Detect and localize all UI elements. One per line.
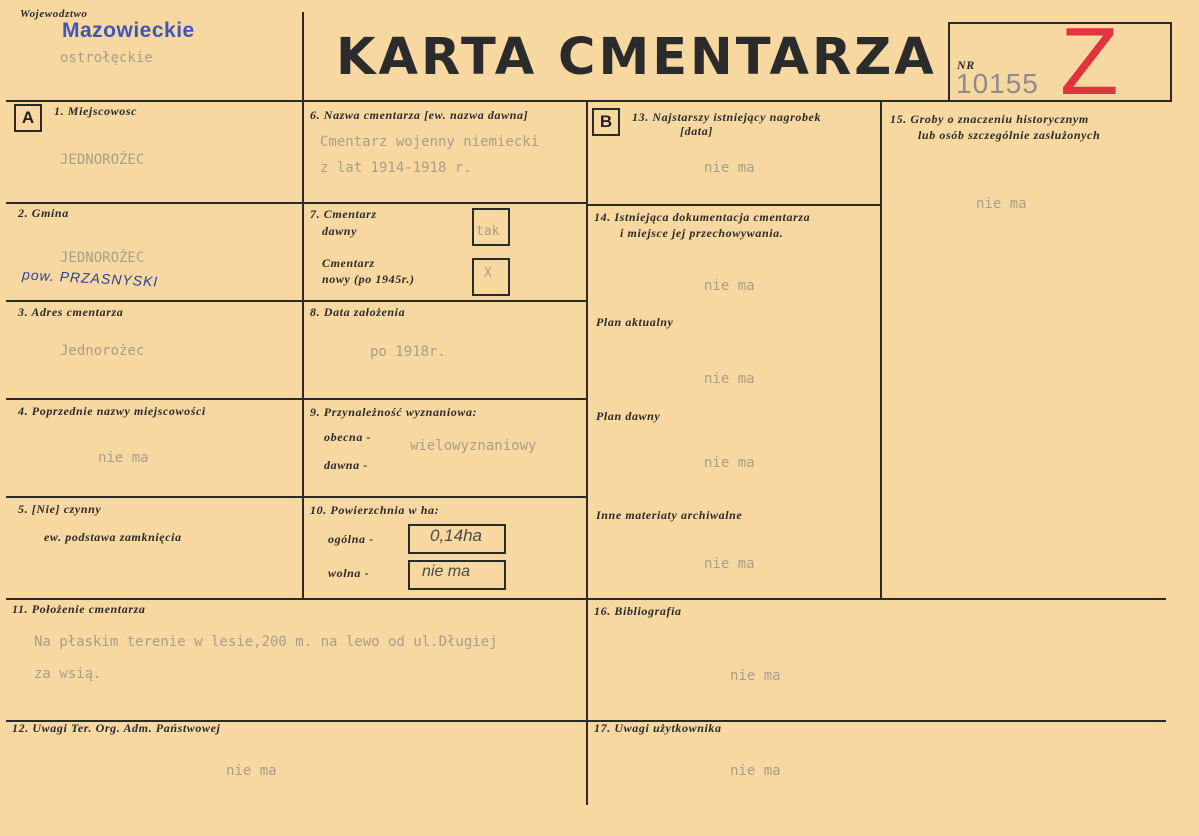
f9-obecna: obecna - <box>324 430 372 444</box>
f13-label-2: [data] <box>680 124 713 138</box>
f6-value-1: Cmentarz wojenny niemiecki <box>320 134 540 150</box>
f6-value-2: z lat 1914-1918 r. <box>320 160 472 176</box>
f2-label: 2. Gmina <box>18 206 69 220</box>
inne-value: nie ma <box>704 556 755 572</box>
f15-label-2: lub osób szczególnie zasłużonych <box>918 128 1101 142</box>
f15-label-1: 15. Groby o znaczeniu historycznym <box>890 112 1089 126</box>
f5-sub: ew. podstawa zamknięcia <box>44 530 182 544</box>
f14-label-2: i miejsce jej przechowywania. <box>620 226 784 240</box>
f8-value: po 1918r. <box>370 344 446 360</box>
page-title: KARTA CMENTARZA <box>336 28 937 87</box>
f15-value: nie ma <box>976 196 1027 212</box>
f9-label: 9. Przynależność wyznaniowa: <box>310 405 478 419</box>
f8-label: 8. Data założenia <box>310 305 406 319</box>
f9-value: wielowyznaniowy <box>410 438 537 454</box>
plan-dawny-value: nie ma <box>704 455 755 471</box>
rule-nr-left <box>948 22 950 102</box>
f11-value-2: za wsią. <box>34 666 102 682</box>
f5-label: 5. [Nie] czynny <box>18 502 102 516</box>
big-letter-mark: Z <box>1060 8 1119 115</box>
f7-label-1: 7. Cmentarz <box>310 207 377 221</box>
rule-row1 <box>6 202 588 204</box>
f3-value: Jednorożec <box>60 343 145 359</box>
f14-label-1: 14. Istniejąca dokumentacja cmentarza <box>594 210 811 224</box>
f10-ogolna: ogólna - <box>328 532 374 546</box>
rule-row3 <box>6 398 588 400</box>
rule-title-left <box>302 12 304 100</box>
wojewodztwo-stamp: Mazowieckie <box>62 19 195 42</box>
f10-ogolna-value: 0,14ha <box>430 526 482 545</box>
rule-row2 <box>6 300 588 302</box>
f3-label: 3. Adres cmentarza <box>18 305 124 319</box>
f4-value: nie ma <box>98 450 149 466</box>
rule-col3-right <box>880 100 882 600</box>
f16-value: nie ma <box>730 668 781 684</box>
nr-value: 10155 <box>956 68 1039 99</box>
nr-label: NR <box>957 58 975 72</box>
f7-label-4: nowy (po 1945r.) <box>322 272 415 286</box>
rule-b-top <box>588 204 880 206</box>
rule-header-bottom <box>6 100 950 102</box>
f10-wolna: wolna - <box>328 566 370 580</box>
f7-label-3: Cmentarz <box>322 256 375 270</box>
f14-value: nie ma <box>704 278 755 294</box>
section-a-box: A <box>14 104 42 132</box>
f1-value: JEDNOROŻEC <box>60 152 145 168</box>
f7-dawny-value: tak <box>476 224 500 239</box>
f7-nowy-value: X <box>484 266 492 281</box>
f13-value: nie ma <box>704 160 755 176</box>
f11-value-1: Na płaskim terenie w lesie,200 m. na lewo od ul.Długiej <box>34 634 498 650</box>
rule-row5 <box>6 598 1166 600</box>
f12-label: 12. Uwagi Ter. Org. Adm. Państwowej <box>12 721 221 735</box>
wojewodztwo-label: Wojewodztwo <box>20 8 88 20</box>
f2-handwritten: pow. PRZASNYSKI <box>21 266 159 290</box>
f6-label: 6. Nazwa cmentarza [ew. nazwa dawna] <box>310 108 529 122</box>
inne-label: Inne materiaty archiwalne <box>596 508 743 522</box>
f4-label: 4. Poprzednie nazwy miejscowości <box>18 404 206 418</box>
f12-value: nie ma <box>226 763 277 779</box>
f2-value: JEDNOROŻEC <box>60 250 145 266</box>
plan-aktualny-label: Plan aktualny <box>596 315 674 329</box>
plan-dawny-label: Plan dawny <box>596 409 661 423</box>
f17-value: nie ma <box>730 763 781 779</box>
f1-label: 1. Miejscowosc <box>54 104 138 118</box>
f9-dawna: dawna - <box>324 458 368 472</box>
f10-label: 10. Powierzchnia w ha: <box>310 503 440 517</box>
f10-wolna-value: nie ma <box>422 563 471 580</box>
rule-nr-right <box>1170 22 1172 102</box>
f7-label-2: dawny <box>322 224 358 238</box>
rule-col1-right <box>302 100 304 598</box>
rule-row4 <box>6 496 588 498</box>
f11-label: 11. Położenie cmentarza <box>12 602 146 616</box>
section-b-box: B <box>592 108 620 136</box>
wojewodztwo-typed: ostrołęckie <box>60 50 153 66</box>
f17-label: 17. Uwagi użytkownika <box>594 721 722 735</box>
f16-label: 16. Bibliografia <box>594 604 682 618</box>
plan-aktualny-value: nie ma <box>704 371 755 387</box>
f13-label-1: 13. Najstarszy istniejący nagrobek <box>632 110 822 124</box>
